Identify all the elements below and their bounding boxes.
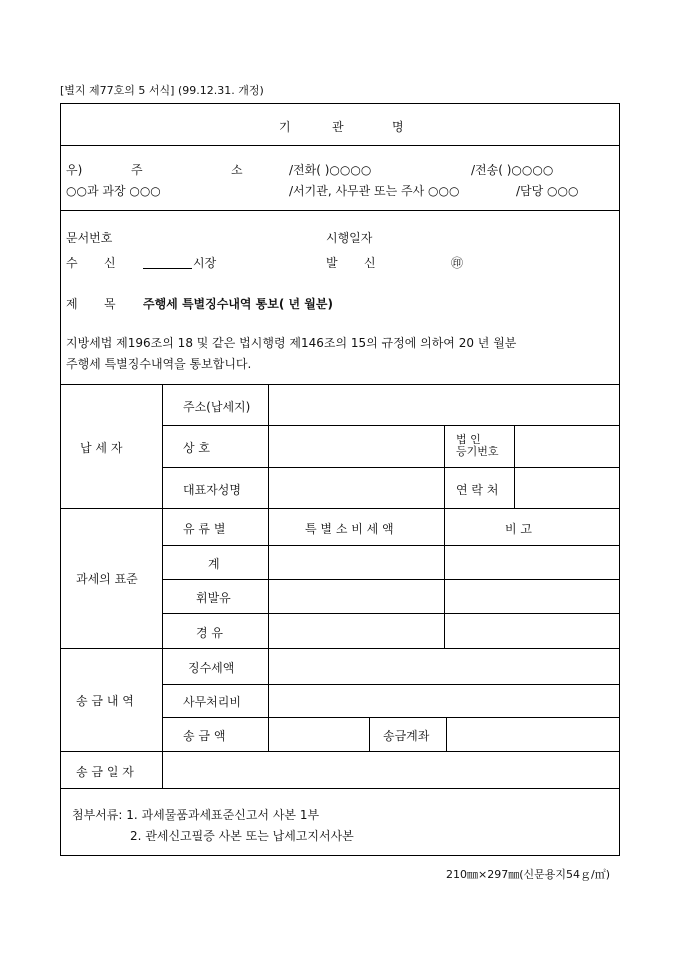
col-base-note <box>444 508 445 648</box>
divider-remit-1 <box>162 684 620 685</box>
subject-label-1: 제 <box>66 297 78 311</box>
divider-taxpayer <box>60 508 620 509</box>
taxpayer-address-label: 주소(납세지) <box>183 400 251 414</box>
taxpayer-section-label: 납 세 자 <box>80 441 123 455</box>
divider-date <box>60 788 620 789</box>
remit-date-label: 송 금 일 자 <box>76 765 134 779</box>
address-label-1: 주 <box>131 163 143 177</box>
divider-base <box>60 648 620 649</box>
form-frame <box>60 103 620 856</box>
agency-char-1: 기 <box>279 120 291 134</box>
col-taxpayer-mid <box>444 425 445 508</box>
recipient-blank <box>143 268 192 269</box>
seal-mark: ㊞ <box>451 256 464 270</box>
col-section <box>162 384 163 788</box>
row-total-label: 계 <box>208 557 220 571</box>
row-gasoline-label: 휘발유 <box>196 591 231 605</box>
collected-tax-label: 징수세액 <box>188 661 235 675</box>
paper-spec: 210㎜×297㎜(신문용지54ｇ/㎡) <box>446 868 610 881</box>
form-reference: [별지 제77호의 5 서식] (99.12.31. 개정) <box>60 84 264 97</box>
corp-reg-label-2: 등기번호 <box>456 445 499 458</box>
agency-char-3: 명 <box>392 120 404 134</box>
remit-amount-label: 송 금 액 <box>183 729 226 743</box>
divider-base-2 <box>162 579 620 580</box>
divider-remit-2 <box>162 717 620 718</box>
recipient-label-2: 신 <box>104 256 116 270</box>
remit-section-label: 송 금 내 역 <box>76 694 134 708</box>
sender-label-1: 발 <box>326 256 338 270</box>
col-remit-mid <box>369 717 370 751</box>
representative-label: 대표자성명 <box>183 483 241 497</box>
body-line-1: 지방세법 제196조의 18 및 같은 법시행령 제146조의 15의 규정에 의하여 20 년 월분 <box>66 336 517 350</box>
staff-label: /담당 ○○○ <box>516 184 579 198</box>
row-diesel-label: 경 유 <box>196 626 223 640</box>
contact-label: 연 락 처 <box>456 483 499 497</box>
divider-doc <box>60 384 620 385</box>
col-taxpayer-right <box>514 425 515 508</box>
sender-label-2: 신 <box>364 256 376 270</box>
attachment-line-1: 첨부서류: 1. 과세물품과세표준신고서 사본 1부 <box>72 808 320 822</box>
postal-label: 우) <box>66 163 83 177</box>
phone-label: /전화( )○○○○ <box>289 163 372 177</box>
dept-label: ○○과 과장 ○○○ <box>66 184 161 198</box>
tax-base-section-label: 과세의 표준 <box>76 572 138 586</box>
subject-text: 주행세 특별징수내역 통보( 년 월분) <box>143 297 333 311</box>
subject-label-2: 목 <box>104 297 116 311</box>
divider-base-3 <box>162 613 620 614</box>
recipient-suffix: 시장 <box>193 256 217 270</box>
col-remit-right <box>446 717 447 751</box>
fax-label: /전송( )○○○○ <box>471 163 554 177</box>
date-label: 시행일자 <box>326 231 373 245</box>
divider-base-1 <box>162 545 620 546</box>
divider-tax-1 <box>162 425 620 426</box>
address-label-2: 소 <box>231 163 243 177</box>
col-special-tax: 특 별 소 비 세 액 <box>305 522 394 536</box>
divider-remit <box>60 751 620 752</box>
divider-agency <box>60 145 620 146</box>
admin-fee-label: 사무처리비 <box>183 695 241 709</box>
col-label <box>268 384 269 751</box>
doc-number-label: 문서번호 <box>66 231 113 245</box>
col-remarks: 비 고 <box>505 522 532 536</box>
taxpayer-name-label: 상 호 <box>183 441 210 455</box>
body-line-2: 주행세 특별징수내역을 통보합니다. <box>66 357 252 371</box>
agency-char-2: 관 <box>332 120 344 134</box>
divider-contact <box>60 210 620 211</box>
remit-account-label: 송금계좌 <box>383 729 430 743</box>
recipient-label-1: 수 <box>66 256 78 270</box>
divider-tax-2 <box>162 467 620 468</box>
attachment-line-2: 2. 관세신고필증 사본 또는 납세고지서사본 <box>130 829 354 843</box>
clerk-label: /서기관, 사무관 또는 주사 ○○○ <box>289 184 460 198</box>
col-fuel-type: 유 류 별 <box>183 522 226 536</box>
corp-reg-label-1: 법 인 <box>456 433 481 446</box>
